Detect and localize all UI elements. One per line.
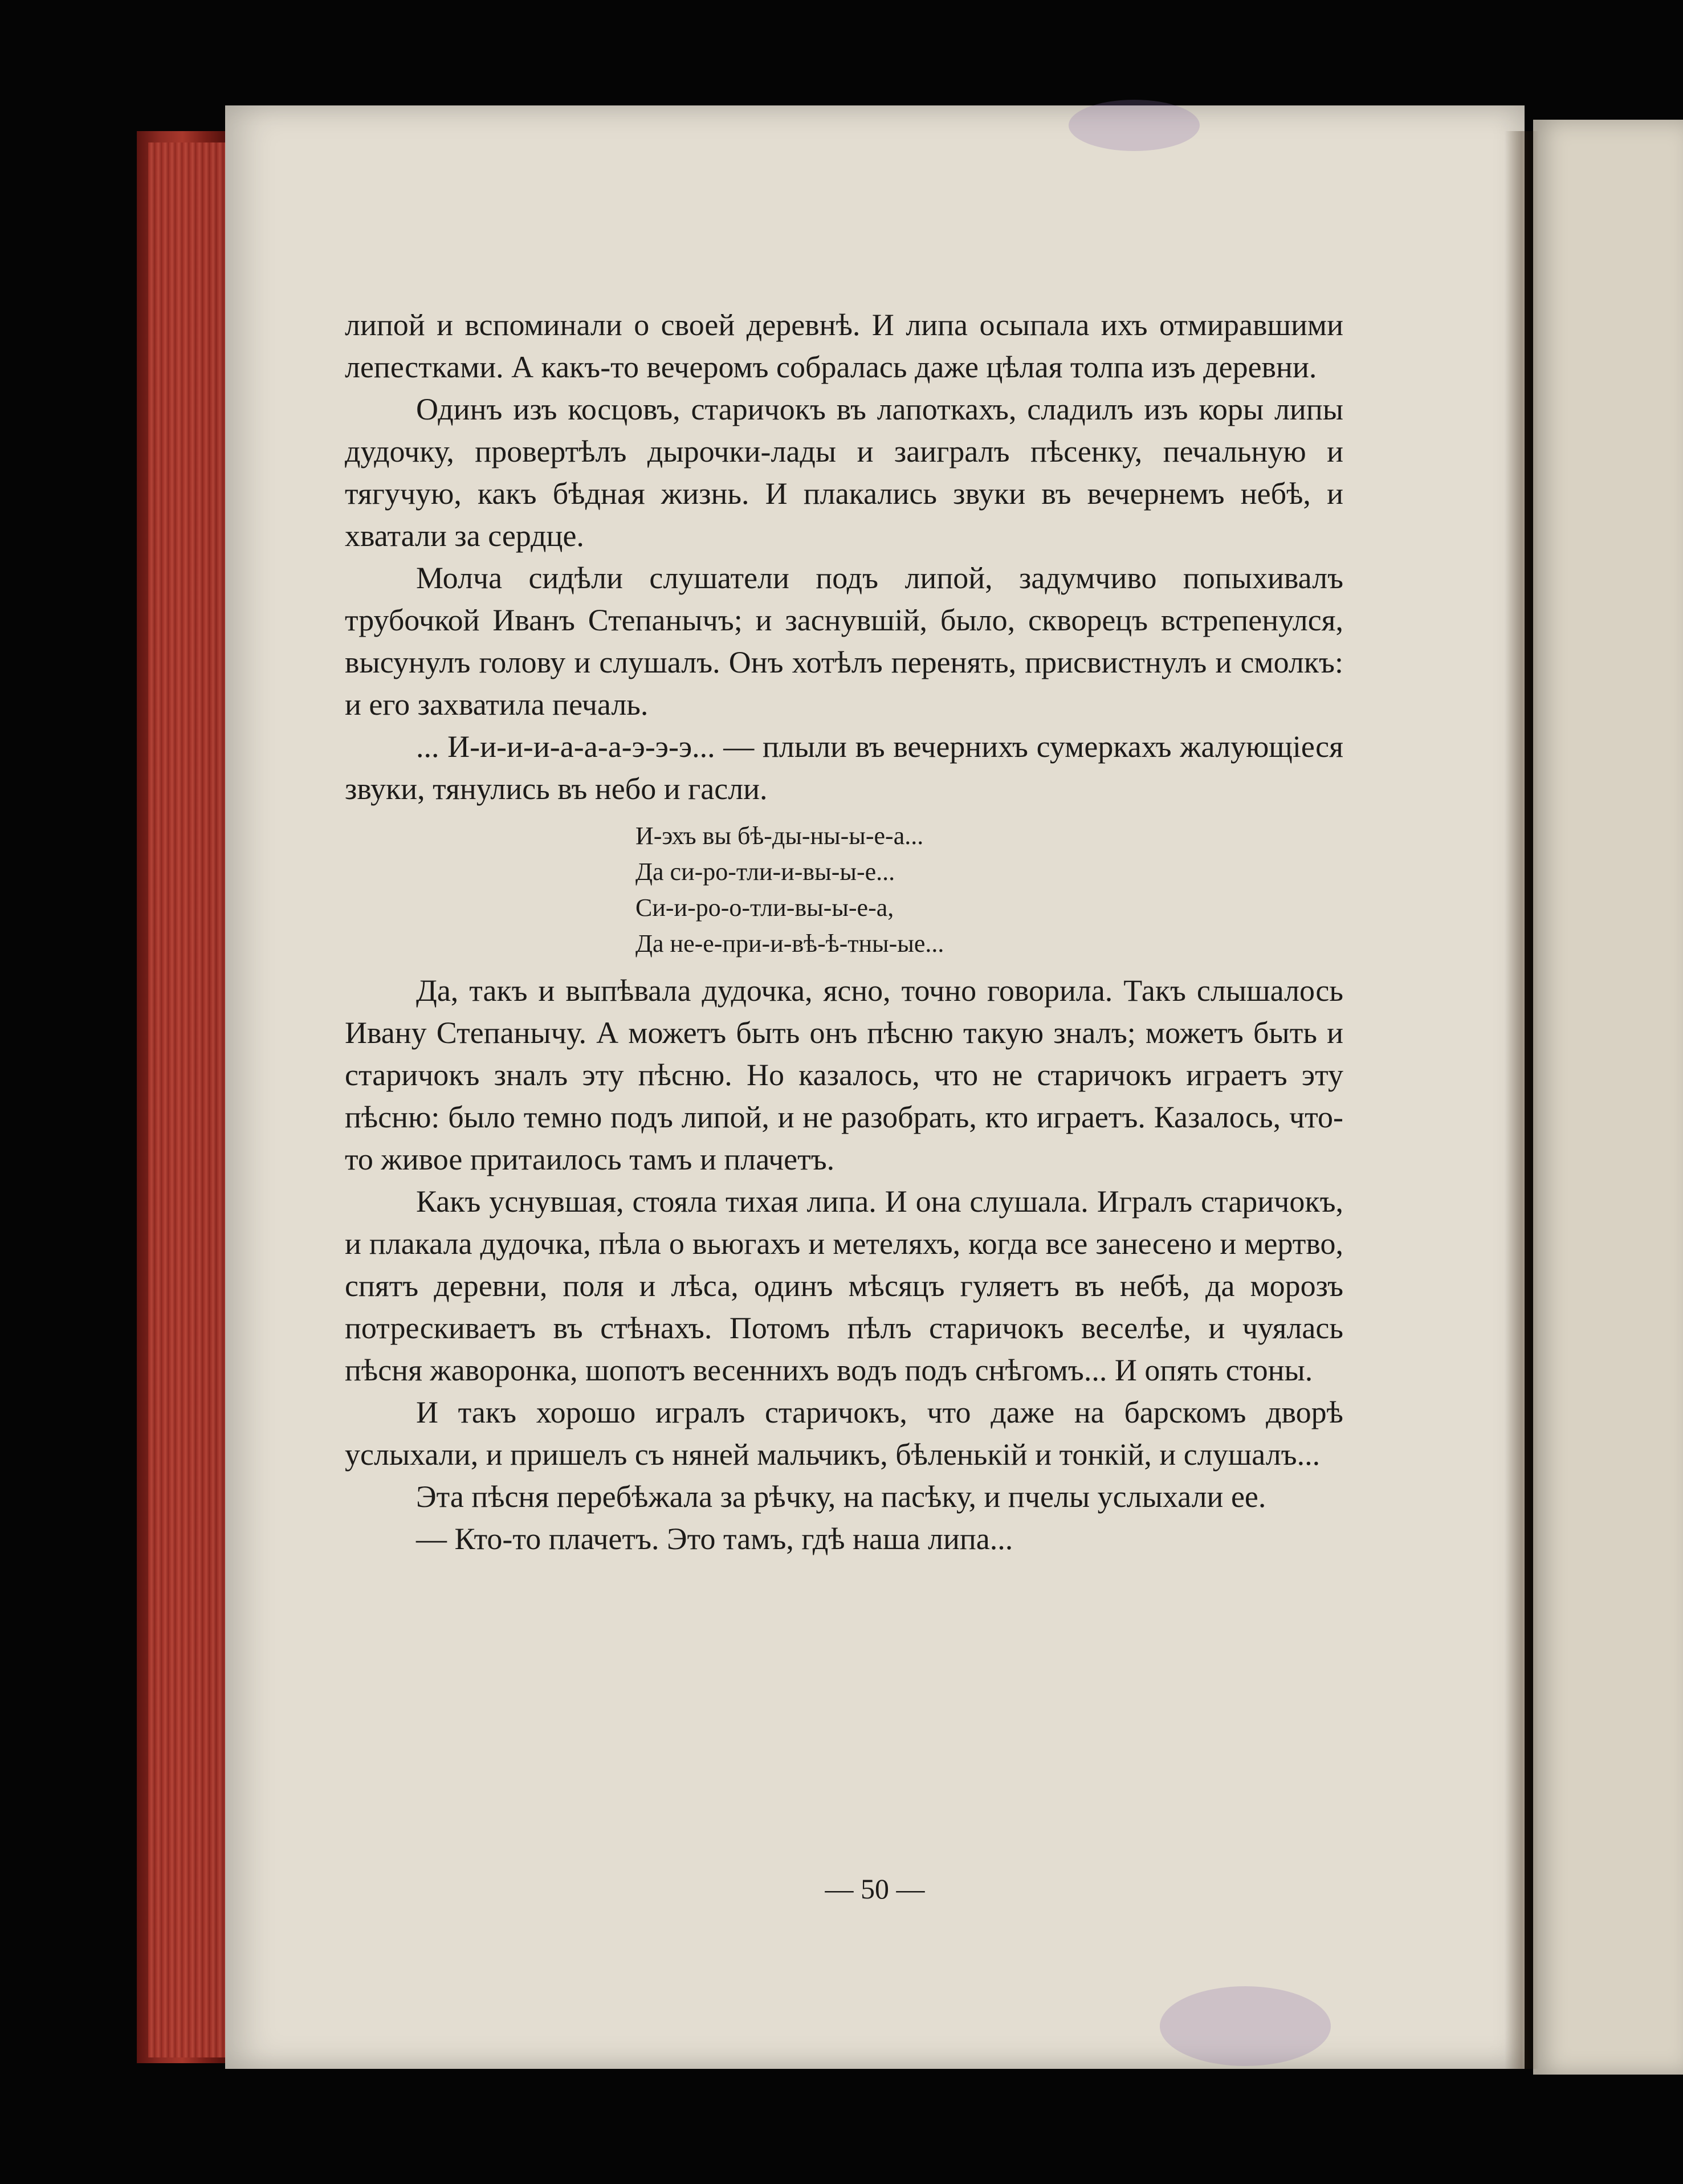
song-line: Да си-ро-тли-и-вы-ы-е... [635,858,895,886]
paragraph: Эта пѣсня перебѣжала за рѣчку, на пасѣку, и пчелы услыхали ее. [416,1480,1266,1514]
song-line: Да не-е-при-и-вѣ-ѣ-тны-ые... [635,930,944,957]
ink-stain [1160,1986,1331,2066]
song-line: Си-и-ро-о-тли-вы-ы-е-а, [635,894,894,922]
song-verse [345,818,1343,961]
paragraph: Молча сидѣли слушатели подъ липой, задумчиво попыхивалъ трубочкой Иванъ Степанычъ; и заснувшій, было, скворецъ встрепенулся, высунулъ голову и слушалъ. Онъ хотѣлъ перенять, присвистнулъ и смолкъ: и его захватила печаль. [345,561,1343,722]
book-page [225,105,1525,2069]
page-number: — 50 — [825,1873,925,1905]
paragraph: Да, такъ и выпѣвала дудочка, ясно, точно говорила. Такъ слышалось Ивану Степанычу. А можетъ быть онъ пѣсню такую зналъ; можетъ быть и старичокъ зналъ эту пѣсню. Но казалось, что не старичокъ играетъ эту пѣсню: было темно подъ липой, и не разобрать, кто играетъ. Казалось, что-то живое притаилось тамъ и плачетъ. [345,973,1343,1176]
binding-crease [1505,131,1539,2069]
ink-stain [1069,100,1200,151]
paragraph: липой и вспоминали о своей деревнѣ. И липа осыпала ихъ отмиравшими лепестками. А какъ-то вечеромъ собралась даже цѣлая толпа изъ деревни. [345,308,1343,384]
page-edges [148,142,228,2057]
paragraph: Одинъ изъ косцовъ, старичокъ въ лапоткахъ, сладилъ изъ коры липы дудочку, провертѣлъ дырочки-лады и заигралъ пѣсенку, печальную и тягучую, какъ бѣдная жизнь. И плакались звуки въ вечернемъ небѣ, и хватали за сердце. [345,392,1343,553]
paragraph: И такъ хорошо игралъ старичокъ, что даже на барскомъ дворѣ услыхали, и пришелъ съ няней мальчикъ, бѣленькій и тонкій, и слушалъ... [345,1395,1343,1472]
paragraph: Какъ уснувшая, стояла тихая липа. И она слушала. Игралъ старичокъ, и плакала дудочка, пѣла о вьюгахъ и метеляхъ, когда все занесено и мертво, спятъ деревни, поля и лѣса, одинъ мѣсяцъ гуляетъ въ небѣ, да морозъ потрескиваетъ въ стѣнахъ. Потомъ пѣлъ старичокъ веселѣе, и чуялась пѣсня жаворонка, шопотъ весеннихъ водъ подъ снѣгомъ... И опять стоны. [345,1184,1343,1387]
paragraph: — Кто-то плачетъ. Это тамъ, гдѣ наша липа... [416,1522,1013,1556]
paragraph: ... И-и-и-и-а-а-а-э-э-э... — плыли въ вечернихъ сумеркахъ жалующіеся звуки, тянулись въ небо и гасли. [345,730,1343,806]
facing-page [1533,120,1683,2075]
page-text [345,304,1343,1560]
song-line: И-эхъ вы бѣ-ды-ны-ы-е-а... [635,822,924,850]
